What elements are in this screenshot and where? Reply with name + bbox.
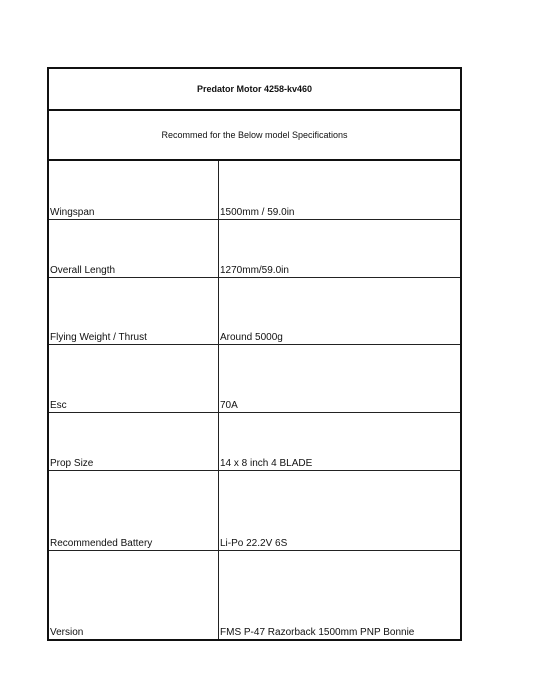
spec-row-flying-weight — [49, 278, 460, 345]
table-title-row — [49, 69, 460, 111]
table-subtitle: Recommed for the Below model Specifications — [161, 130, 348, 140]
spec-value: 14 x 8 inch 4 BLADE — [220, 458, 313, 469]
table-title: Predator Motor 4258-kv460 — [196, 84, 313, 94]
spec-row-version — [49, 551, 460, 639]
spec-row-esc — [49, 345, 460, 413]
spec-value: Li-Po 22.2V 6S — [220, 538, 288, 549]
spec-label: Prop Size — [50, 458, 94, 469]
spec-value: 1500mm / 59.0in — [220, 207, 295, 218]
spec-row-prop-size — [49, 413, 460, 471]
spec-value-cell — [219, 220, 460, 277]
spec-value: 1270mm/59.0in — [220, 265, 289, 276]
spec-label: Wingspan — [50, 207, 95, 218]
spec-label-cell — [49, 551, 219, 639]
spec-row-overall-length — [49, 220, 460, 278]
spec-value: Around 5000g — [220, 332, 283, 343]
spec-label-cell — [49, 471, 219, 550]
spec-label: Version — [50, 627, 84, 638]
spec-row-wingspan — [49, 161, 460, 220]
spec-label: Flying Weight / Thrust — [50, 332, 147, 343]
spec-label-cell — [49, 278, 219, 344]
spec-value: 70A — [220, 400, 238, 411]
spec-value-cell — [219, 345, 460, 412]
spec-row-recommended-battery — [49, 471, 460, 551]
spec-value: FMS P-47 Razorback 1500mm PNP Bonnie — [220, 627, 415, 638]
spec-label-cell — [49, 413, 219, 470]
spec-label: Esc — [50, 400, 67, 411]
spec-sheet-table — [47, 67, 462, 641]
spec-value-cell — [219, 551, 460, 639]
spec-label-cell — [49, 345, 219, 412]
spec-label: Overall Length — [50, 265, 116, 276]
table-subtitle-row — [49, 111, 460, 161]
spec-value-cell — [219, 161, 460, 219]
spec-value-cell — [219, 413, 460, 470]
spec-label-cell — [49, 220, 219, 277]
spec-value-cell — [219, 471, 460, 550]
spec-value-cell — [219, 278, 460, 344]
spec-label: Recommended Battery — [50, 538, 153, 549]
spec-label-cell — [49, 161, 219, 219]
